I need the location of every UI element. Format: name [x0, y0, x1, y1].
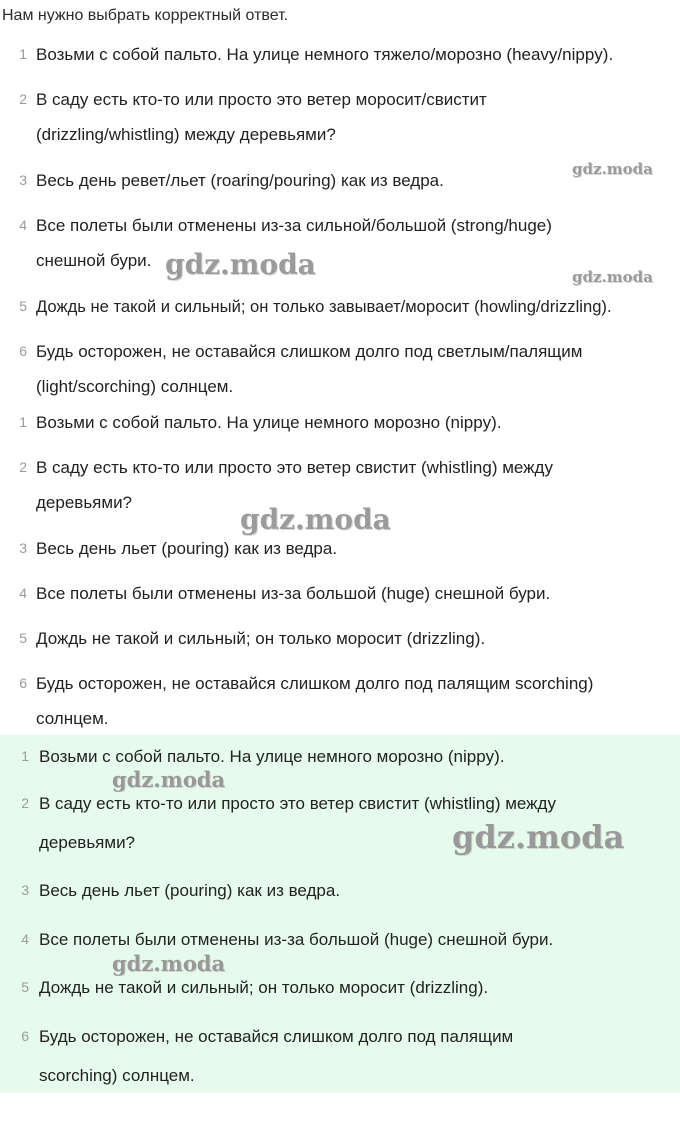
item-number: 4 [21, 931, 29, 947]
item-number: 5 [21, 979, 29, 995]
item-text: В саду есть кто-то или просто это ветер свистит (whistling) между [39, 794, 556, 813]
item-number: 6 [21, 1028, 29, 1044]
item-number: 4 [19, 585, 27, 601]
watermark: gdz.moda [165, 248, 316, 281]
item-number: 2 [21, 795, 29, 811]
watermark: gdz.moda [240, 503, 391, 536]
item-text: деревьями? [36, 493, 133, 512]
item-text: Дождь не такой и сильный; он только моросит (drizzling). [36, 629, 486, 648]
item-text: Будь осторожен, не оставайся слишком долго под светлым/палящим [36, 342, 583, 361]
item-text: scorching) солнцем. [39, 1066, 195, 1085]
item-number: 1 [19, 46, 27, 62]
item-text: Дождь не такой и сильный; он только моросит (drizzling). [39, 978, 489, 997]
item-text: Возьми с собой пальто. На улице немного тяжело/морозно (heavy/nippy). [36, 45, 614, 64]
item-text: Все полеты были отменены из-за сильной/большой (strong/huge) [36, 216, 552, 235]
item-text: Все полеты были отменены из-за большой (huge) снешной бури. [39, 930, 554, 949]
item-text: (drizzling/whistling) между деревьями? [36, 125, 336, 144]
watermark: gdz.moda [112, 767, 226, 792]
item-number: 5 [19, 298, 27, 314]
item-text: Дождь не такой и сильный; он только завывает/моросит (howling/drizzling). [36, 297, 612, 316]
watermark: gdz.moda [572, 160, 653, 178]
item-text: В саду есть кто-то или просто это ветер моросит/свистит [36, 90, 487, 109]
item-text: Весь день льет (pouring) как из ведра. [36, 539, 338, 558]
item-number: 2 [19, 459, 27, 475]
item-text: Весь день ревет/льет (roaring/pouring) как из ведра. [36, 171, 444, 190]
item-number: 1 [19, 414, 27, 430]
item-text: В саду есть кто-то или просто это ветер свистит (whistling) между [36, 458, 553, 477]
item-text: Будь осторожен, не оставайся слишком долго под палящим [39, 1027, 514, 1046]
item-number: 3 [19, 172, 27, 188]
item-text: Весь день льет (pouring) как из ведра. [39, 881, 341, 900]
answer-box [0, 735, 680, 1093]
item-number: 1 [21, 748, 29, 764]
item-number: 6 [19, 343, 27, 359]
item-text: (light/scorching) солнцем. [36, 377, 234, 396]
item-text: Будь осторожен, не оставайся слишком долго под палящим scorching) [36, 674, 594, 693]
item-text: Возьми с собой пальто. На улице немного морозно (nippy). [39, 747, 505, 766]
item-number: 3 [19, 540, 27, 556]
watermark: gdz.moda [112, 951, 226, 976]
item-text: Возьми с собой пальто. На улице немного морозно (nippy). [36, 413, 502, 432]
watermark: gdz.moda [452, 818, 625, 856]
intro-text: Нам нужно выбрать корректный ответ. [2, 7, 289, 24]
item-number: 5 [19, 630, 27, 646]
item-number: 6 [19, 675, 27, 691]
item-text: деревьями? [39, 833, 136, 852]
item-text: солнцем. [36, 709, 109, 728]
item-text: снешной бури. [36, 251, 152, 270]
item-text: Все полеты были отменены из-за большой (huge) снешной бури. [36, 584, 551, 603]
item-number: 2 [19, 91, 27, 107]
watermark: gdz.moda [572, 268, 653, 286]
item-number: 4 [19, 217, 27, 233]
item-number: 3 [21, 882, 29, 898]
